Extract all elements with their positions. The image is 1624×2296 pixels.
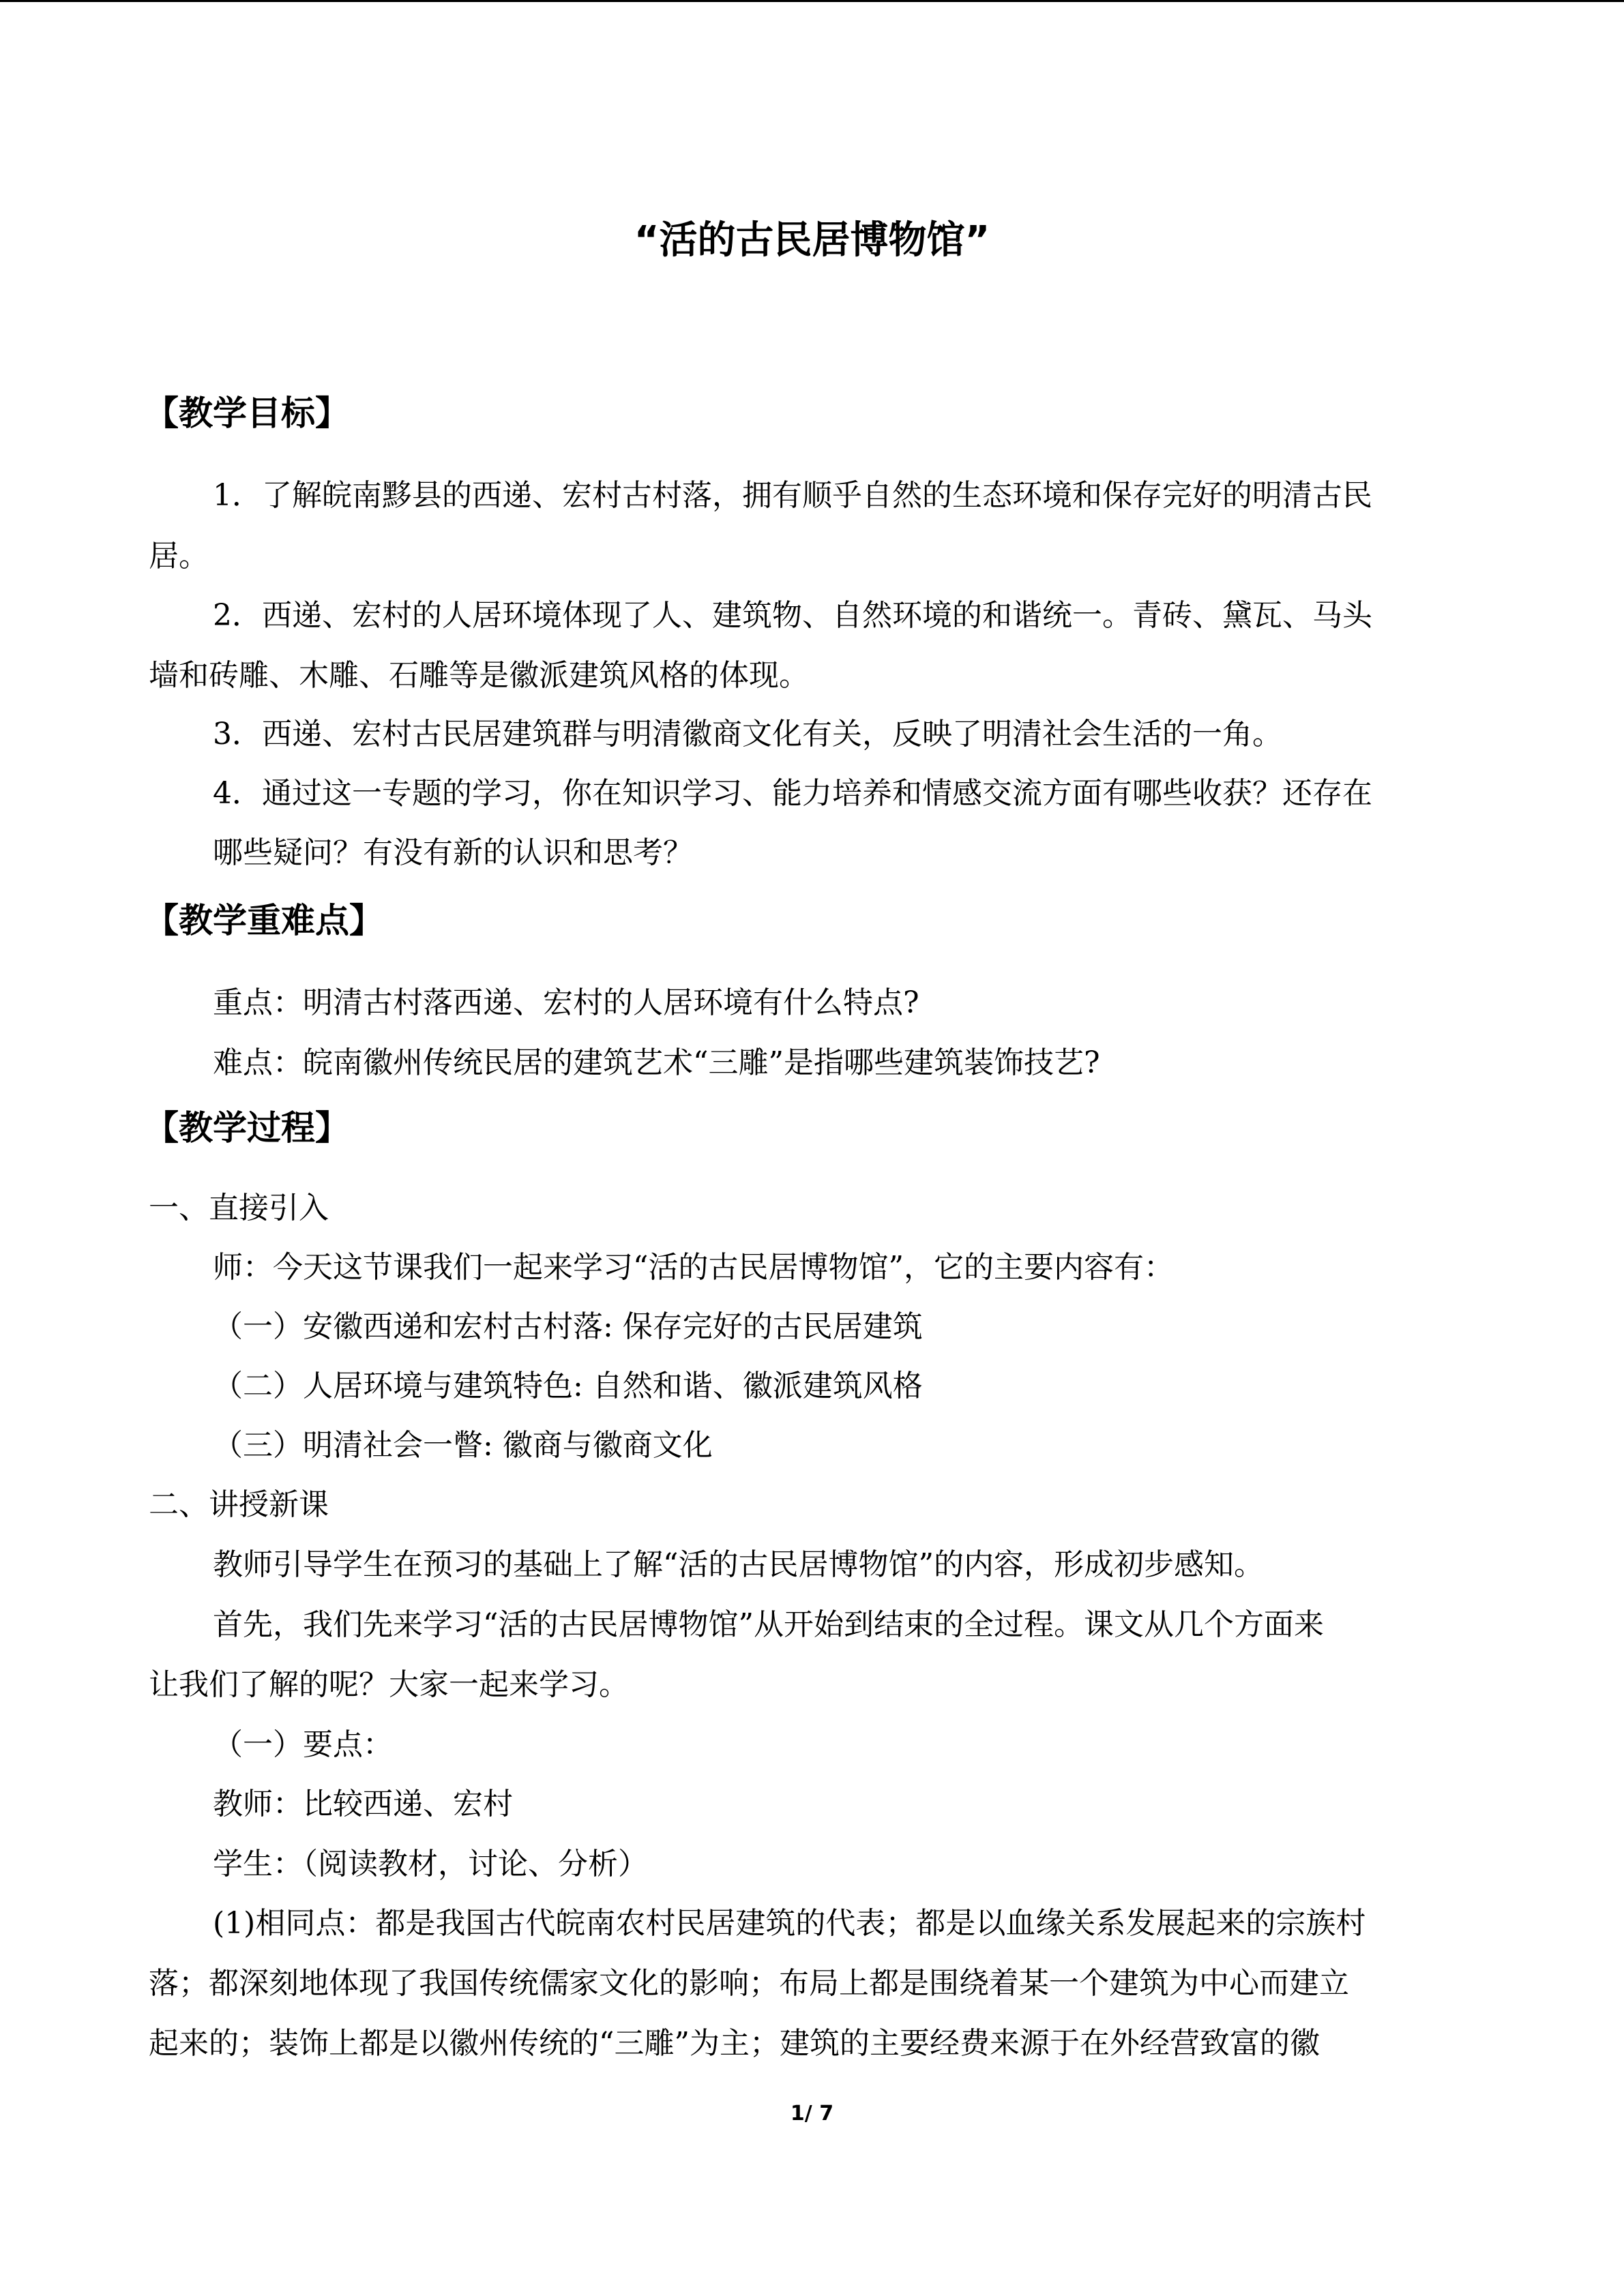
students-activity: 学生：（阅读教材，讨论、分析） xyxy=(213,1847,648,1881)
heading-teaching-process: 【教学过程】 xyxy=(145,1108,349,1148)
goal-1-line-2: 居。 xyxy=(149,539,209,573)
goal-2-line-2: 墙和砖雕、木雕、石雕等是徽派建筑风格的体现。 xyxy=(149,658,809,693)
goal-3: 3．西递、宏村古民居建筑群与明清徽商文化有关，反映了明清社会生活的一角。 xyxy=(213,717,1282,751)
top-border-line xyxy=(0,0,1624,2)
similarities-line-3: 起来的；装饰上都是以徽州传统的“三雕”为主；建筑的主要经费来源于在外经营致富的徽 xyxy=(149,2026,1320,2061)
goal-4-line-2: 哪些疑问？有没有新的认识和思考？ xyxy=(213,835,693,870)
process-part-1-title: 一、直接引入 xyxy=(149,1191,329,1225)
content-item-3: （三）明清社会一瞥: 徽商与徽商文化 xyxy=(213,1428,713,1463)
goal-4-line-1: 4．通过这一专题的学习，你在知识学习、能力培养和情感交流方面有哪些收获？还存在 xyxy=(213,776,1372,811)
first-paragraph-line-2: 让我们了解的呢？大家一起来学习。 xyxy=(149,1667,629,1702)
similarities-line-1: (1)相同点：都是我国古代皖南农村民居建筑的代表；都是以血缘关系发展起来的宗族村 xyxy=(213,1906,1366,1941)
teacher-compare: 教师：比较西递、宏村 xyxy=(213,1787,513,1821)
points-label: （一）要点： xyxy=(213,1727,393,1762)
content-item-1: （一）安徽西递和宏村古村落: 保存完好的古民居建筑 xyxy=(213,1309,923,1344)
teacher-intro: 师：今天这节课我们一起来学习“活的古民居博物馆”，它的主要内容有： xyxy=(213,1250,1174,1285)
page-number: 1/ 7 xyxy=(790,2102,834,2126)
goal-1-line-1: 1．了解皖南黟县的西递、宏村古村落，拥有顺乎自然的生态环境和保存完好的明清古民 xyxy=(213,478,1372,513)
first-paragraph-line-1: 首先，我们先来学习“活的古民居博物馆”从开始到结束的全过程。课文从几个方面来 xyxy=(213,1607,1324,1642)
content-item-2: （二）人居环境与建筑特色: 自然和谐、徽派建筑风格 xyxy=(213,1369,923,1403)
key-point-focus: 重点：明清古村落西递、宏村的人居环境有什么特点? xyxy=(213,985,919,1020)
page-title: “活的古民居博物馆” xyxy=(634,218,990,263)
similarities-line-2: 落；都深刻地体现了我国传统儒家文化的影响；布局上都是围绕着某一个建筑为中心而建立 xyxy=(149,1966,1349,2001)
process-part-2-title: 二、讲授新课 xyxy=(149,1487,329,1522)
teacher-guide: 教师引导学生在预习的基础上了解“活的古民居博物馆”的内容，形成初步感知。 xyxy=(213,1547,1264,1582)
heading-teaching-goals: 【教学目标】 xyxy=(145,393,349,433)
key-point-difficulty: 难点：皖南徽州传统民居的建筑艺术“三雕”是指哪些建筑装饰技艺? xyxy=(213,1045,1100,1080)
heading-key-points: 【教学重难点】 xyxy=(145,901,383,940)
goal-2-line-1: 2．西递、宏村的人居环境体现了人、建筑物、自然环境的和谐统一。青砖、黛瓦、马头 xyxy=(213,598,1372,633)
